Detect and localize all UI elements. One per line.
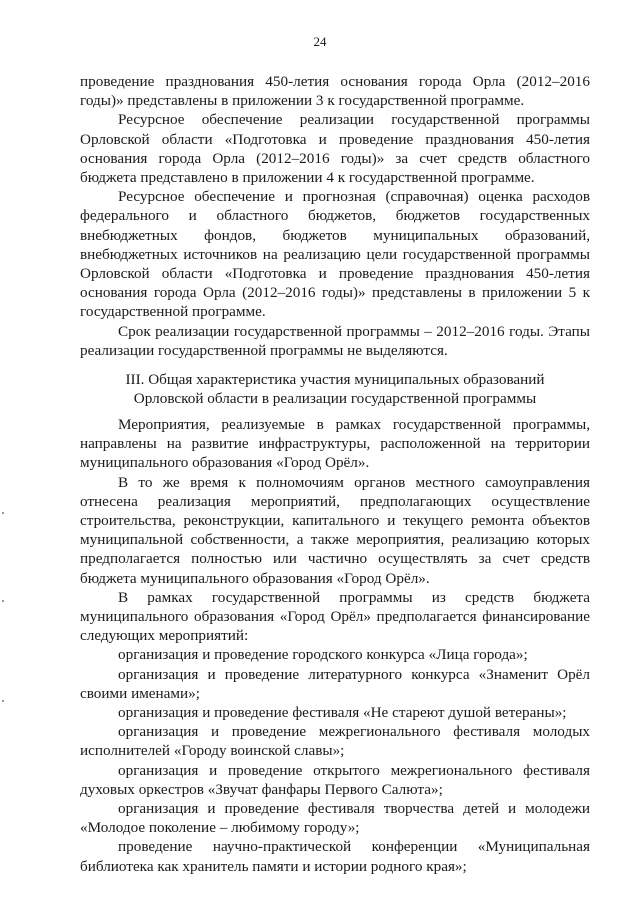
section-heading — [80, 370, 590, 408]
body-text-bottom — [80, 415, 590, 876]
list-item: проведение научно-практической конференции «Муниципальная библиотека как хранитель памяти и истории родного края»; — [80, 838, 590, 875]
page-number: 24 — [313, 34, 327, 49]
paragraph: В то же время к полномочиям органов местного самоуправления отнесена реализация мероприятий, предполагающих осуществление строительства, реконструкции, капитального и текущего ремонта объектов муниципальной собственности, а также мероприятия, реализацию которых предполагается полностью или частично осуществлять за счет средств бюджета муниципального образования «Город Орёл». — [80, 473, 590, 587]
scan-speck — [2, 600, 4, 602]
list-item: организация и проведение городского конкурса «Лица города»; — [118, 646, 528, 664]
list-item: организация и проведение фестиваля «Не стареют душой ветераны»; — [118, 704, 567, 722]
section-heading-line: Орловской области в реализации государственной программы — [133, 390, 537, 408]
paragraph: Мероприятия, реализуемые в рамках государственной программы, направлены на развитие инфраструктуры, расположенной на территории муниципального образования «Город Орёл». — [80, 416, 590, 472]
paragraph: проведение празднования 450-летия основания города Орла (2012–2016 годы)» представлены в приложении 3 к государственной программе. — [80, 73, 590, 110]
paragraph: Срок реализации государственной программы – 2012–2016 годы. Этапы реализации государственной программы не выделяются. — [80, 322, 590, 359]
paragraph: Ресурсное обеспечение и прогнозная (справочная) оценка расходов федерального и областного бюджетов, бюджетов государственных внебюджетных фондов, бюджетов муниципальных образований, внебюджетных источников на реализацию цели государственной программы Орловской области «Подготовка и проведение празднования 450-летия основания города Орла (2012–2016 годы)» представлены в приложении 5 к государственной программе. — [80, 188, 590, 321]
body-text-top — [80, 72, 590, 360]
paragraph: В рамках государственной программы из средств бюджета муниципального образования «Город Орёл» предполагается финансирование следующих мероприятий: — [80, 588, 590, 645]
list-item: организация и проведение фестиваля творчества детей и молодежи «Молодое поколение – любимому городу»; — [80, 800, 590, 837]
section-heading-line: III. Общая характеристика участия муниципальных образований — [125, 371, 545, 388]
paragraph: Ресурсное обеспечение реализации государственной программы Орловской области «Подготовка и проведение празднования 450-летия основания города Орла (2012–2016 годы)» за счет средств областного бюджета представлено в приложении 4 к государственной программе. — [80, 111, 590, 187]
scan-speck — [2, 700, 4, 702]
list-item: организация и проведение открытого межрегионального фестиваля духовых оркестров «Звучат фанфары Первого Салюта»; — [80, 761, 590, 798]
list-item: организация и проведение литературного конкурса «Знаменит Орёл своими именами»; — [80, 665, 590, 702]
scan-speck — [2, 512, 4, 514]
list-item: организация и проведение межрегионального фестиваля молодых исполнителей «Городу воинской славы»; — [80, 723, 590, 760]
